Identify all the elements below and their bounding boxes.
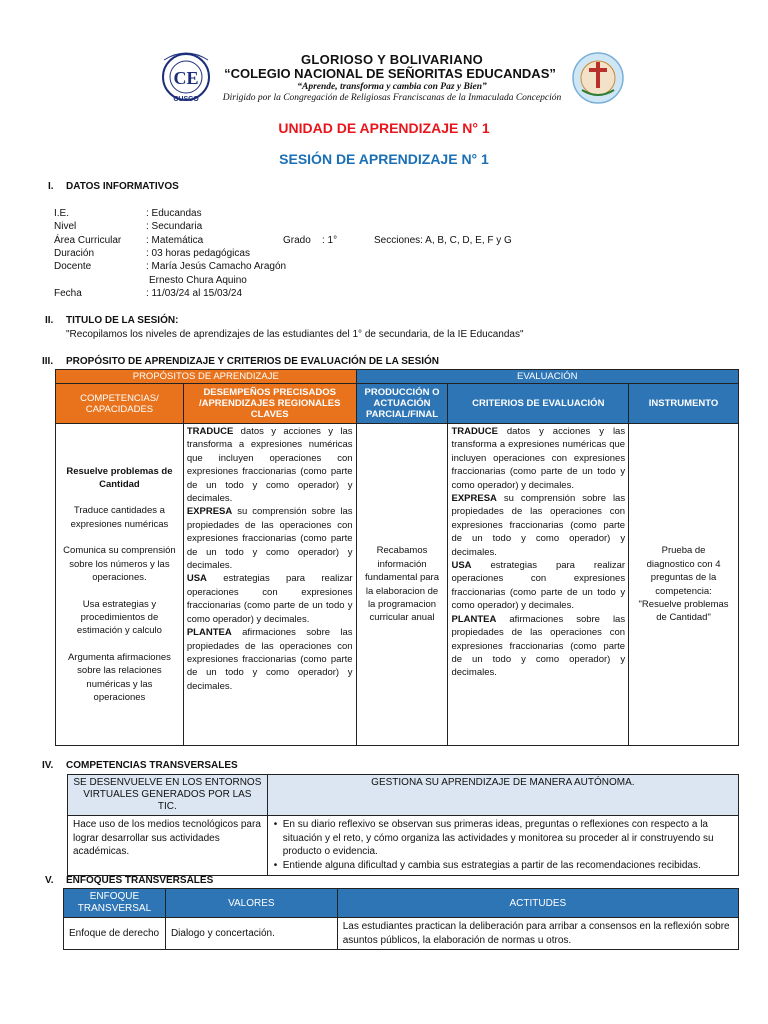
et-actitudes: Las estudiantes practican la deliberación para arribar a consensos en la reflexión sobre asuntos públicos, la elaboración de normas u otros. bbox=[337, 918, 738, 950]
capacidad-1: Traduce cantidades a expresiones numéricas bbox=[70, 505, 169, 530]
col-competencias: COMPETENCIAS/ CAPACIDADES bbox=[56, 384, 184, 424]
header-motto: “Aprende, transforma y cambia con Paz y Bien” bbox=[297, 82, 487, 92]
competencias-transversales-table bbox=[67, 774, 739, 876]
secciones: Secciones: A, B, C, D, E, F y G bbox=[374, 235, 512, 246]
section4-number: IV. bbox=[42, 760, 54, 771]
competencias-cell bbox=[56, 424, 184, 746]
logo-left-caption: CUSCO bbox=[173, 96, 199, 103]
ct-head-autonoma: GESTIONA SU APRENDIZAJE DE MANERA AUTÓNOMA. bbox=[267, 775, 738, 816]
capacidad-3: Usa estrategias y procedimientos de estimación y calculo bbox=[76, 598, 162, 637]
header-school-name: “COLEGIO NACIONAL DE SEÑORITAS EDUCANDAS” bbox=[224, 66, 556, 81]
competencia-name: Resuelve problemas de Cantidad bbox=[66, 465, 173, 491]
header-directed-by: Dirigido por la Congregación de Religiosas Franciscanas de la Inmaculada Concepción bbox=[222, 93, 562, 103]
purpose-evaluation-table bbox=[55, 369, 739, 746]
session-title-text: "Recopilamos los niveles de aprendizajes de las estudiantes del 1° de secundaria, de la IE Educandas" bbox=[66, 329, 524, 340]
header-title-glorioso: GLORIOSO Y BOLIVARIANO bbox=[300, 52, 484, 67]
col-desempenos: DESEMPEÑOS PRECISADOS /APRENDIZAJES REGIONALES CLAVES bbox=[183, 384, 356, 424]
desempeno-item: TRADUCE datos y acciones y las transforma a expresiones numéricas que incluyen operaciones con expresiones fraccionarias (como parte de un todo y como operador) y decimales. bbox=[186, 426, 353, 505]
section2-number: II. bbox=[45, 315, 54, 326]
et-head-actitudes: ACTITUDES bbox=[337, 889, 738, 918]
section3-title: PROPÓSITO DE APRENDIZAJE Y CRITERIOS DE EVALUACIÓN DE LA SESIÓN bbox=[66, 356, 440, 367]
grado-label: Grado bbox=[283, 235, 311, 246]
head-propositos: PROPÓSITOS DE APRENDIZAJE bbox=[56, 370, 357, 384]
criterios-cell bbox=[448, 424, 629, 746]
grado-value: : 1° bbox=[322, 235, 338, 246]
section4-title: COMPETENCIAS TRANSVERSALES bbox=[66, 760, 238, 771]
section1-title: DATOS INFORMATIVOS bbox=[66, 181, 179, 192]
col-criterios: CRITERIOS DE EVALUACIÓN bbox=[448, 384, 629, 424]
col-produccion: PRODUCCIÓN O ACTUACIÓN PARCIAL/FINAL bbox=[356, 384, 448, 424]
col-instrumento: INSTRUMENTO bbox=[629, 384, 739, 424]
capacidad-2: Comunica su comprensión sobre los números y las operaciones. bbox=[63, 545, 176, 584]
et-head-valores: VALORES bbox=[165, 889, 337, 918]
criterio-item: PLANTEA afirmaciones sobre las propiedades de las operaciones con expresiones fraccionarias (como parte de un todo y como operador) y decimales. bbox=[451, 613, 626, 679]
section2-title: TITULO DE LA SESIÓN: bbox=[66, 315, 179, 326]
criterio-item: TRADUCE datos y acciones y las transforma a expresiones numéricas que incluyen operaciones con expresiones fraccionarias (como parte de un todo y como operador) y decimales. bbox=[451, 426, 626, 491]
desempeno-item: PLANTEA afirmaciones sobre las propiedades de las operaciones con expresiones fraccionarias (como parte de un todo y como operador) y decimales. bbox=[186, 627, 353, 692]
ct-head-tic: SE DESENVUELVE EN LOS ENTORNOS VIRTUALES GENERADOS POR LAS TIC. bbox=[68, 775, 268, 816]
svg-text:CE: CE bbox=[173, 68, 199, 88]
instrumento-cell: Prueba de diagnostico con 4 preguntas de la competencia: "Resuelve problemas de Cantidad" bbox=[629, 424, 739, 746]
ct-tic-text: Hace uso de los medios tecnológicos para lograr desarrollar sus actividades académicas. bbox=[68, 816, 268, 876]
franciscan-seal-logo bbox=[562, 50, 634, 108]
enfoques-transversales-table bbox=[63, 888, 739, 950]
ct-autonoma-cell bbox=[267, 816, 738, 876]
produccion-cell: Recabamos información fundamental para la elaboracion de la programacion curricular anual bbox=[356, 424, 448, 746]
section5-number: V. bbox=[45, 875, 54, 886]
criterio-item: EXPRESA su comprensión sobre las propiedades de las operaciones con expresiones fraccionarias (como parte de un todo y como operador) y decimales. bbox=[451, 493, 626, 558]
head-evaluacion: EVALUACIÓN bbox=[356, 370, 738, 384]
desempeno-item: EXPRESA su comprensión sobre las propiedades de las operaciones con expresiones fraccionarias (como parte de un todo y como operador) y decimales. bbox=[186, 506, 353, 572]
unit-title: UNIDAD DE APRENDIZAJE N° 1 bbox=[278, 120, 490, 136]
et-valores: Dialogo y concertación. bbox=[165, 918, 337, 950]
section5-title: ENFOQUES TRANSVERSALES bbox=[66, 875, 214, 886]
section3-number: III. bbox=[42, 356, 54, 367]
criterio-item: USA estrategias para realizar operaciones con expresiones fraccionarias (como parte de un todo y como operador) y decimales. bbox=[451, 560, 626, 612]
desempeno-item: USA estrategias para realizar operaciones con expresiones fraccionarias (como parte de un todo y como operador) y decimales. bbox=[186, 573, 353, 625]
desempenos-cell bbox=[183, 424, 356, 746]
bullet-item: • Entiende alguna dificultad y cambia sus estrategias a partir de las recomendaciones recibidas. bbox=[273, 859, 701, 871]
et-enfoque: Enfoque de derecho bbox=[64, 918, 166, 950]
session-title: SESIÓN DE APRENDIZAJE N° 1 bbox=[279, 151, 489, 167]
bullet-item: • En su diario reflexivo se observan sus primeras ideas, preguntas o reflexiones con respecto a la situación y el reto, y cómo organiza las actividades y monitorea su proceder al ir construyendo su producto o evidencia. bbox=[273, 819, 714, 857]
et-head-enfoque: ENFOQUE TRANSVERSAL bbox=[64, 889, 166, 918]
capacidad-4: Argumenta afirmaciones sobre las relaciones numéricas y las operaciones bbox=[67, 651, 171, 703]
section1-number: I. bbox=[48, 181, 54, 192]
